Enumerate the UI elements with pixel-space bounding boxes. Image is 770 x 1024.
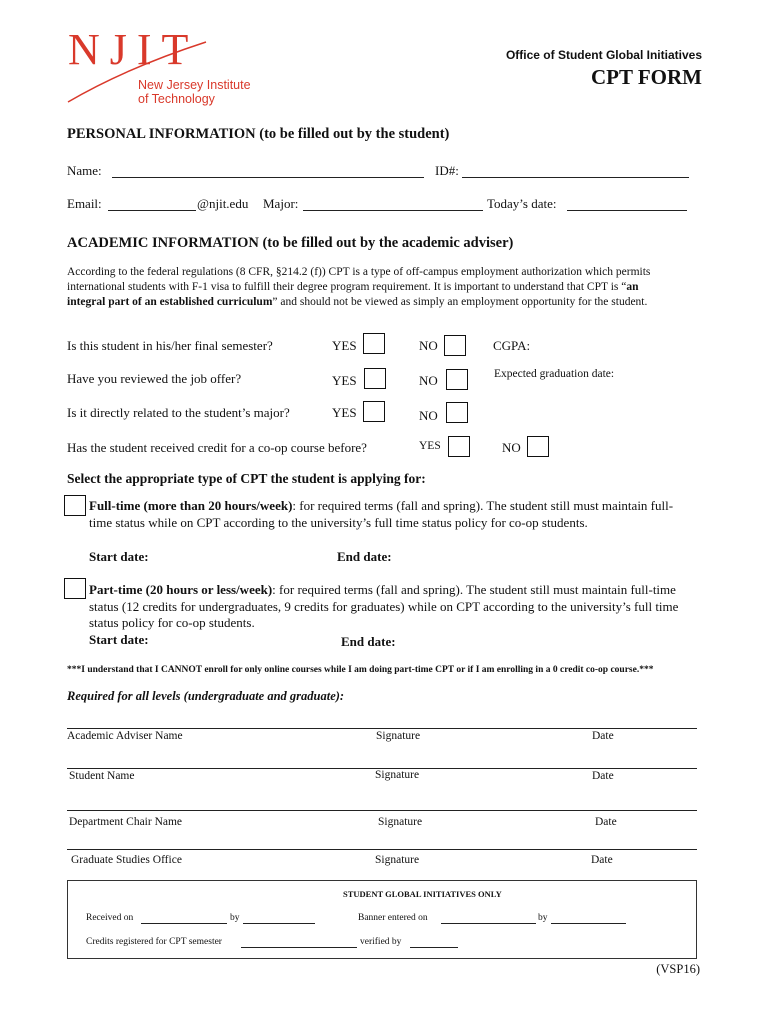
date-label: Date — [595, 816, 617, 828]
signature-line[interactable] — [67, 728, 697, 729]
banner-entered-label: Banner entered on — [358, 913, 428, 923]
signature-label: Signature — [378, 816, 423, 828]
verified-by-field[interactable] — [410, 947, 458, 948]
full-time-start-date-label: Start date: — [89, 549, 149, 564]
personal-heading: PERSONAL INFORMATION (to be filled out by the student) — [67, 126, 450, 142]
id-label: ID#: — [435, 163, 459, 178]
logo-line1: New Jersey Institute — [138, 78, 251, 92]
banner-by-label: by — [538, 913, 548, 923]
adviser-name-label: Academic Adviser Name — [67, 730, 183, 742]
full-time-end-date-label: End date: — [337, 549, 392, 564]
date-label: Date — [592, 770, 614, 782]
email-suffix: @njit.edu — [197, 196, 249, 211]
graduate-studies-label: Graduate Studies Office — [71, 854, 182, 866]
office-name: Office of Student Global Initiatives — [505, 48, 702, 62]
no-label: NO — [419, 373, 438, 388]
name-label: Name: — [67, 163, 102, 178]
email-label: Email: — [67, 196, 102, 211]
department-chair-label: Department Chair Name — [69, 816, 183, 828]
no-label: NO — [419, 338, 438, 353]
academic-heading: ACADEMIC INFORMATION (to be filled out by the academic adviser) — [67, 235, 514, 251]
cpt-type-heading: Select the appropriate type of CPT the student is applying for: — [67, 471, 426, 486]
signature-line[interactable] — [67, 810, 697, 811]
graduation-date-label: Expected graduation date: — [494, 368, 615, 380]
date-label: Date — [592, 730, 614, 742]
coop-credit-no-checkbox[interactable] — [527, 436, 549, 457]
question-related-major: Is it directly related to the student’s major? — [67, 405, 290, 420]
final-semester-yes-checkbox[interactable] — [363, 333, 385, 354]
no-label: NO — [502, 440, 521, 455]
form-title: CPT FORM — [590, 65, 702, 89]
full-time-checkbox[interactable] — [64, 495, 86, 516]
coop-credit-yes-checkbox[interactable] — [448, 436, 470, 457]
required-levels-note: Required for all levels (undergraduate and graduate): — [67, 689, 345, 703]
credits-registered-label: Credits registered for CPT semester — [86, 937, 222, 947]
logo-line2: of Technology — [138, 92, 215, 106]
yes-label: YES — [332, 338, 357, 353]
related-major-yes-checkbox[interactable] — [363, 401, 385, 422]
signature-label: Signature — [376, 730, 421, 742]
part-time-checkbox[interactable] — [64, 578, 86, 599]
yes-label: YES — [332, 405, 357, 420]
part-time-start-date-label: Start date: — [89, 632, 149, 647]
major-label: Major: — [263, 196, 299, 211]
received-by-label: by — [230, 913, 240, 923]
full-time-description: Full-time (more than 20 hours/week): for required terms (fall and spring). The student still must maintain full-time status while on CPT according to the university’s full time status policy for co-op students. — [89, 498, 674, 530]
signature-label: Signature — [375, 854, 420, 866]
todays-date-field[interactable] — [567, 210, 687, 211]
online-course-notice: ***I understand that I CANNOT enroll for only online courses while I am doing part-time CPT or if I am enrolling in a 0 credit co-op course.*** — [67, 665, 654, 675]
part-time-description: Part-time (20 hours or less/week): for required terms (fall and spring). The student still must maintain full-time status (12 credits for undergraduates, 9 credits for graduates) while on CPT according to the university’s full time status policy for co-op students. — [89, 582, 679, 631]
job-offer-yes-checkbox[interactable] — [364, 368, 386, 389]
office-use-heading: STUDENT GLOBAL INITIATIVES ONLY — [343, 889, 502, 899]
id-field[interactable] — [462, 177, 689, 178]
received-on-field[interactable] — [141, 923, 227, 924]
question-final-semester: Is this student in his/her final semester? — [67, 338, 273, 353]
major-field[interactable] — [303, 210, 483, 211]
received-on-label: Received on — [86, 913, 134, 923]
part-time-end-date-label: End date: — [341, 634, 396, 649]
credits-registered-field[interactable] — [241, 947, 357, 948]
banner-by-field[interactable] — [551, 923, 626, 924]
question-coop-credit: Has the student received credit for a co-op course before? — [67, 440, 367, 455]
verified-by-label: verified by — [360, 937, 402, 947]
job-offer-no-checkbox[interactable] — [446, 369, 468, 390]
question-job-offer: Have you reviewed the job offer? — [67, 371, 242, 386]
academic-intro: According to the federal regulations (8 CFR, §214.2 (f)) CPT is a type of off-campus employment authorization which permits international students with F-1 visa to fulfill their degree program requirement. It is important to understand that CPT is “an integral part of an established curriculum” and should not be viewed as simply an employment opportunity for the student. — [67, 266, 651, 309]
date-label: Date — [591, 854, 613, 866]
yes-label: YES — [332, 373, 357, 388]
student-name-label: Student Name — [69, 770, 135, 782]
received-by-field[interactable] — [243, 923, 315, 924]
banner-entered-field[interactable] — [441, 923, 536, 924]
yes-label: YES — [419, 440, 441, 452]
njit-logo — [66, 25, 251, 108]
cgpa-label: CGPA: — [493, 338, 531, 353]
logo-letters: NJIT — [68, 25, 199, 74]
email-field[interactable] — [108, 210, 196, 211]
no-label: NO — [419, 408, 438, 423]
name-field[interactable] — [112, 177, 424, 178]
signature-label: Signature — [375, 769, 420, 781]
signature-line[interactable] — [67, 849, 697, 850]
final-semester-no-checkbox[interactable] — [444, 335, 466, 356]
form-code: (VSP16) — [656, 962, 700, 976]
todays-date-label: Today’s date: — [487, 196, 557, 211]
related-major-no-checkbox[interactable] — [446, 402, 468, 423]
